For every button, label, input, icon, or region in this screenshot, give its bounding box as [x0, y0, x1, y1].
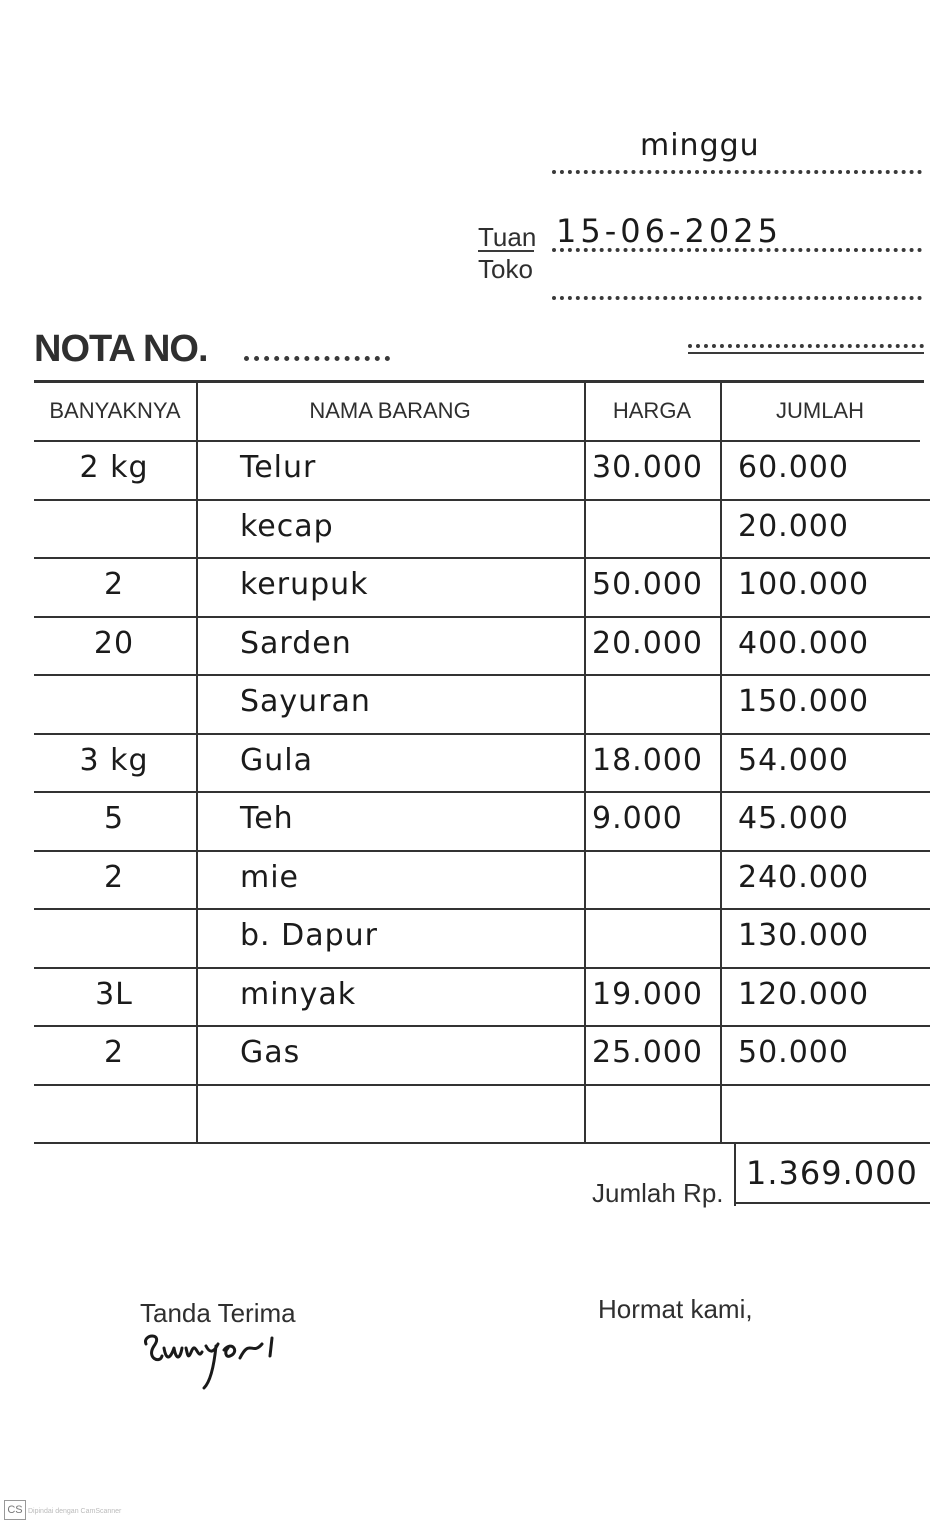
- table-row-divider: [34, 791, 930, 793]
- row-qty: 20: [93, 625, 135, 661]
- tuan-toko-divider: [478, 250, 534, 252]
- table-row-divider: [34, 1142, 930, 1144]
- row-amount: 54.000: [738, 742, 849, 778]
- row-amount: 50.000: [738, 1035, 849, 1070]
- row-price: 9.000: [592, 801, 683, 836]
- row-item: kerupuk: [240, 567, 369, 602]
- table-row-divider: [34, 499, 930, 501]
- table-row-divider: [34, 733, 930, 735]
- table-row-divider: [34, 1084, 930, 1086]
- row-qty: 2: [103, 1035, 125, 1070]
- tuan-dotted-line: [552, 248, 922, 252]
- header-jumlah: JUMLAH: [775, 398, 864, 423]
- tuan-label: Tuan: [478, 222, 537, 252]
- row-qty: 3 kg: [79, 742, 149, 778]
- row-item: Sarden: [240, 625, 352, 661]
- row-amount: 120.000: [738, 976, 870, 1012]
- header-nama-barang: NAMA BARANG: [309, 398, 471, 423]
- row-price: 19.000: [592, 976, 703, 1012]
- table-row-divider: [34, 674, 930, 676]
- row-item: Teh: [240, 801, 294, 836]
- table-column-divider: [720, 380, 722, 1142]
- row-amount: 100.000: [738, 567, 870, 602]
- row-qty: 2 kg: [79, 450, 149, 485]
- row-item: b. Dapur: [240, 918, 378, 953]
- table-row-divider: [34, 1025, 930, 1027]
- table-header-divider: [34, 440, 920, 442]
- camscanner-badge: CS: [4, 1500, 26, 1520]
- table-column-divider: [584, 380, 586, 1142]
- row-price: 30.000: [592, 450, 703, 485]
- row-price: 25.000: [592, 1035, 703, 1070]
- row-qty: 5: [103, 801, 125, 836]
- total-amount: 1.369.000: [746, 1154, 918, 1192]
- total-label: Jumlah Rp.: [592, 1178, 724, 1208]
- row-item: Sayuran: [240, 684, 371, 719]
- received-by-label: Tanda Terima: [140, 1298, 296, 1328]
- right-solid-line: [688, 352, 924, 354]
- row-amount: 45.000: [738, 801, 849, 836]
- row-amount: 130.000: [738, 918, 870, 953]
- table-row-divider: [34, 908, 930, 910]
- date-handwritten: 15-06-2025: [556, 212, 782, 250]
- regards-label: Hormat kami,: [598, 1294, 753, 1324]
- row-amount: 240.000: [738, 859, 870, 895]
- row-item: Gula: [240, 742, 313, 778]
- nota-number-label: NOTA NO.: [34, 328, 208, 370]
- row-price: 50.000: [592, 567, 703, 602]
- day-dotted-line: [552, 170, 922, 174]
- right-dotted-line: [688, 344, 924, 348]
- table-top-border: [34, 380, 924, 383]
- table-row-divider: [34, 967, 930, 969]
- day-handwritten: minggu: [640, 128, 760, 163]
- row-item: mie: [240, 859, 300, 895]
- camscanner-caption: Dipindai dengan CamScanner: [28, 1508, 122, 1515]
- total-box-underline: [734, 1202, 930, 1204]
- row-item: Gas: [240, 1035, 301, 1070]
- table-row-divider: [34, 557, 930, 559]
- signature: [140, 1330, 308, 1392]
- row-amount: 150.000: [738, 684, 870, 719]
- table-row-divider: [34, 616, 930, 618]
- row-qty: 3L: [95, 976, 133, 1012]
- table-column-divider: [196, 380, 198, 1142]
- row-item: minyak: [240, 976, 357, 1012]
- total-box-left-border: [734, 1142, 736, 1206]
- row-item: kecap: [240, 508, 334, 544]
- row-item: Telur: [240, 450, 317, 485]
- row-qty: 2: [103, 859, 125, 895]
- row-amount: 60.000: [738, 450, 849, 485]
- toko-label: Toko: [478, 254, 533, 284]
- toko-dotted-line: [552, 296, 922, 300]
- row-price: 18.000: [592, 742, 703, 778]
- header-banyaknya: BANYAKNYA: [49, 398, 181, 423]
- row-amount: 400.000: [738, 625, 870, 661]
- row-price: 20.000: [592, 625, 703, 661]
- row-amount: 20.000: [738, 508, 849, 544]
- table-row-divider: [34, 850, 930, 852]
- header-harga: HARGA: [612, 398, 692, 423]
- nota-number-dotted-line: [244, 356, 390, 361]
- row-qty: 2: [103, 567, 125, 602]
